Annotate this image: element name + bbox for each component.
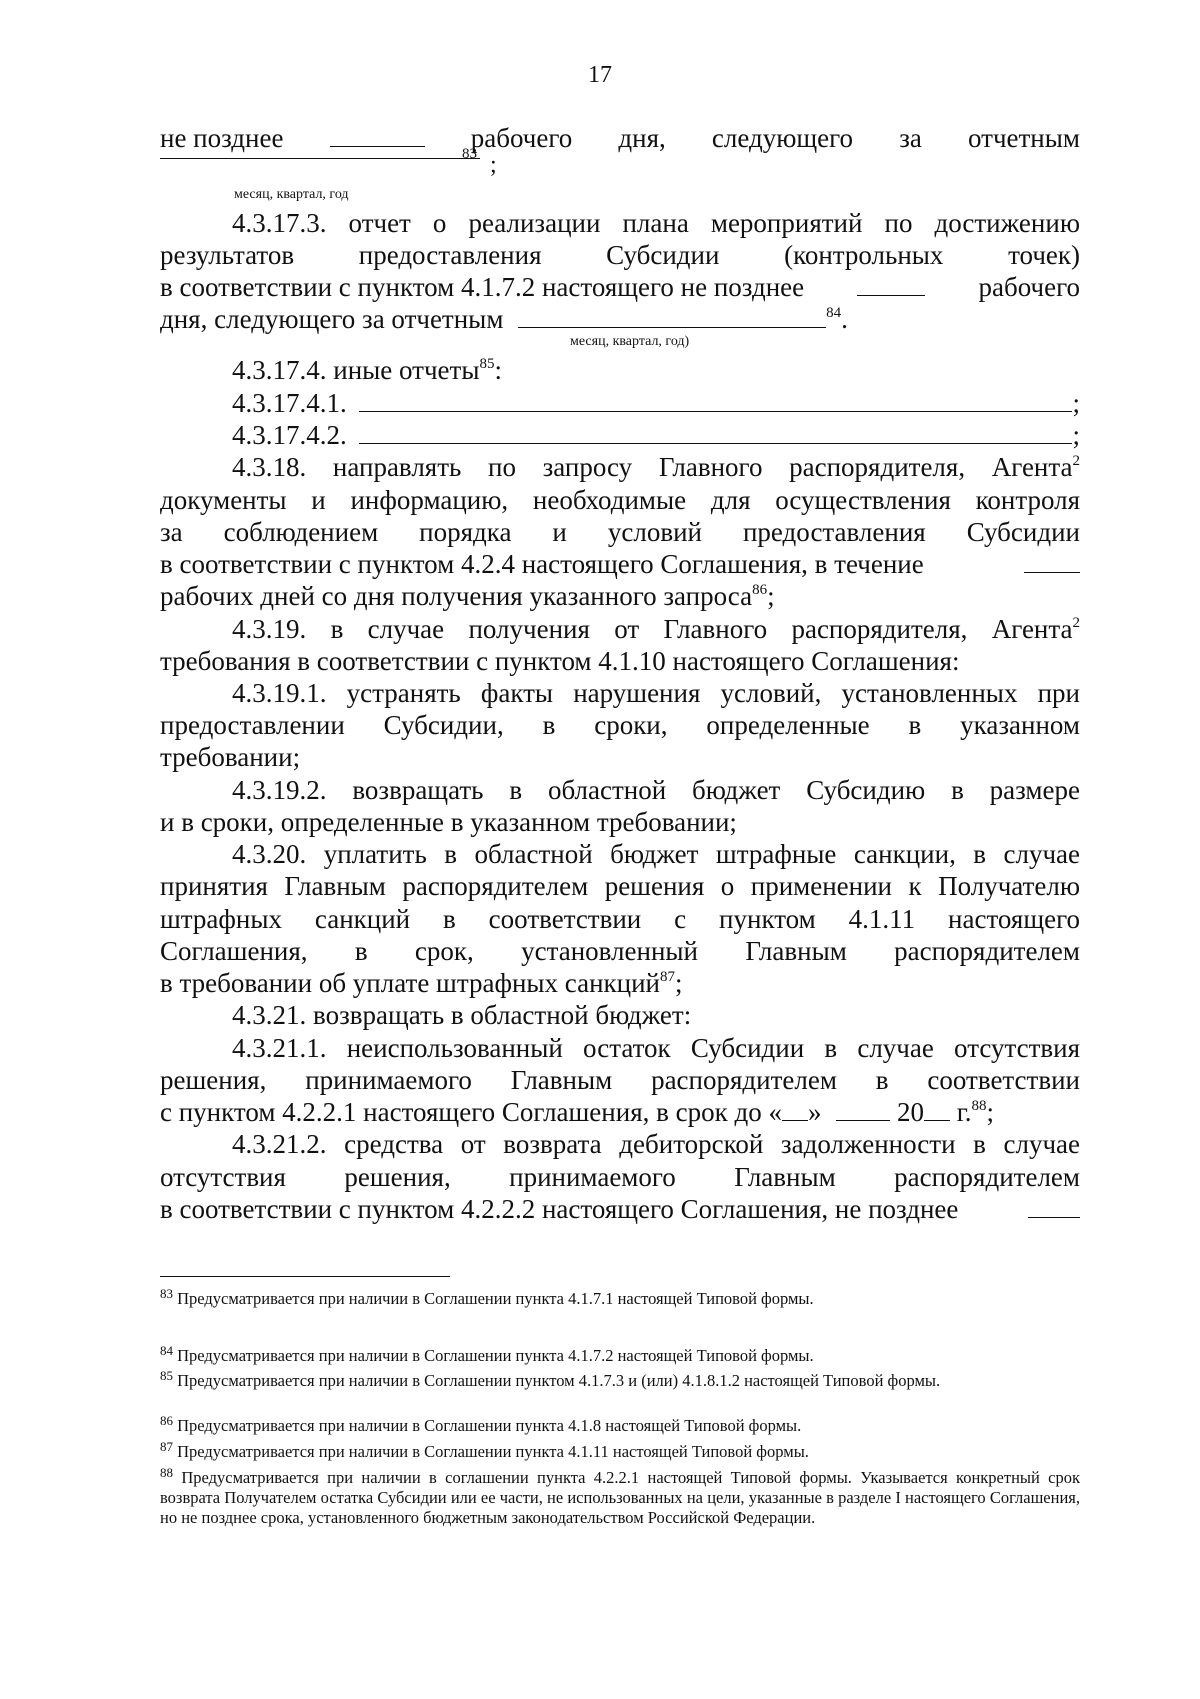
text-line: требования в соответствии с пунктом 4.1.10 настоящего Соглашения: — [160, 646, 960, 676]
text: ; — [1072, 420, 1080, 450]
footnote-number: 83 — [160, 1286, 173, 1301]
text-line — [160, 419, 1080, 451]
footnote-ref: 84 — [826, 305, 842, 321]
text-line — [160, 451, 1080, 483]
text-line — [160, 354, 1080, 386]
footnote — [160, 1286, 1080, 1309]
text-line: решения, принимаемого Главным распорядителем в соответствии — [160, 1065, 1080, 1095]
text: в соответствии с пунктом 4.2.4 настоящего Соглашения, в течение — [160, 549, 924, 579]
text-line: 4.3.21. возвращать в областной бюджет: — [232, 1000, 692, 1030]
footnote — [160, 1368, 1080, 1391]
text: отчетным — [968, 123, 1080, 153]
text: 4.3.17.4.1. — [232, 388, 347, 418]
footnote-ref: 88 — [971, 1098, 987, 1114]
footnote-ref: 83 — [462, 146, 477, 162]
blank-field — [836, 1096, 890, 1121]
blank-field — [1024, 548, 1080, 573]
footnote-ref: 85 — [479, 356, 495, 372]
text: рабочего — [978, 272, 1080, 302]
footnote — [160, 1465, 1081, 1528]
text-line: принятия Главным распорядителем решения о применении к Получателю — [160, 871, 1080, 901]
footnote-number: 84 — [160, 1343, 173, 1358]
text-line — [160, 303, 1080, 335]
footnote-ref: 2 — [1072, 615, 1080, 631]
text: 4.3.17.4. иные отчеты — [232, 355, 480, 385]
footnote-separator — [160, 1276, 450, 1277]
footnote-number: 86 — [160, 1413, 173, 1428]
text: за — [899, 123, 922, 153]
blank-field — [857, 271, 925, 296]
text: ; — [767, 581, 775, 611]
text: в соответствии с пунктом 4.1.7.2 настоящего не позднее — [160, 272, 805, 302]
text: рабочего — [470, 123, 573, 153]
footnote-text: Предусматривается при наличии в соглашении пункта 4.2.2.1 настоящей Типовой формы. Указывается конкретный срок возврата Получателем остатка Субсидии или ее части, не использованных на цели, указанные в разделе I настоящего Соглашения, но не позднее срока, установленного бюджетным законодательством Российской Федерации. — [160, 1468, 1081, 1527]
text: в соответствии с пунктом 4.2.2.2 настоящего Соглашения, не позднее — [160, 1194, 959, 1224]
blank-field — [160, 158, 480, 159]
text-line: отсутствия решения, принимаемого Главным распорядителем — [160, 1162, 1080, 1192]
text-line: штрафных санкций в соответствии с пунктом 4.1.11 настоящего — [160, 904, 1080, 934]
text-line: результатов предоставления Субсидии (контрольных точек) — [160, 240, 1080, 270]
text: ; — [986, 1097, 994, 1127]
text: следующего — [711, 123, 854, 153]
blank-field — [359, 419, 1073, 444]
text-line: требовании; — [160, 742, 301, 772]
text-line: 4.3.21.1. неиспользованный остаток Субсидии в случае отсутствия — [232, 1033, 1080, 1063]
footnote-number: 85 — [160, 1368, 173, 1383]
text: дня, следующего за отчетным — [160, 304, 504, 334]
text: . — [841, 304, 848, 334]
field-caption: месяц, квартал, год — [234, 187, 349, 202]
text-line — [160, 271, 1080, 303]
text-line — [160, 548, 1080, 580]
footnote-ref: 86 — [752, 582, 768, 598]
text-line: 4.3.19.2. возвращать в областной бюджет Субсидию в размере — [232, 775, 1080, 805]
text-line: документы и информацию, необходимые для осуществления контроля — [160, 485, 1080, 515]
text-line: 4.3.17.3. отчет о реализации плана мероприятий по достижению — [232, 208, 1080, 238]
text: в требовании об уплате штрафных санкций — [160, 968, 661, 998]
footnote — [160, 1439, 1080, 1462]
text-line: 4.3.20. уплатить в областной бюджет штрафные санкции, в случае — [232, 839, 1080, 869]
text-line: предоставлении Субсидии, в сроки, определенные в указанном — [160, 710, 1080, 740]
text: ; — [1072, 388, 1080, 418]
text-line: 4.3.21.2. средства от возврата дебиторской задолженности в случае — [232, 1129, 1080, 1159]
field-caption: месяц, квартал, год) — [570, 334, 690, 349]
footnote-number: 87 — [160, 1439, 173, 1454]
text: не позднее — [160, 123, 284, 153]
text: рабочих дней со дня получения указанного запроса — [160, 581, 753, 611]
blank-field — [518, 303, 826, 328]
text-line: за соблюдением порядка и условий предоставления Субсидии — [160, 517, 1080, 547]
footnote-text: Предусматривается при наличии в Соглашении пункта 4.1.11 настоящей Типовой формы. — [177, 1442, 809, 1461]
text: 4.3.18. направлять по запросу Главного распорядителя, Агента — [232, 452, 1073, 482]
text-line — [160, 613, 1080, 645]
footnote-text: Предусматривается при наличии в Соглашении пунктом 4.1.7.3 и (или) 4.1.8.1.2 настоящей Типовой формы. — [177, 1371, 941, 1390]
footnote-ref: 87 — [660, 969, 676, 985]
text: : — [494, 355, 502, 385]
text: дня, — [618, 123, 666, 153]
footnote-number: 88 — [160, 1465, 173, 1480]
footnote — [160, 1413, 1080, 1436]
text-line — [160, 967, 1080, 999]
text: » — [807, 1097, 822, 1127]
text: 4.3.19. в случае получения от Главного распорядителя, Агента — [232, 614, 1073, 644]
text-line — [160, 1096, 1080, 1128]
footnote — [160, 1343, 1080, 1366]
blank-field — [782, 1096, 808, 1121]
text-line — [160, 122, 1080, 154]
text-line — [160, 580, 1080, 612]
blank-field — [359, 387, 1073, 412]
text-line — [160, 387, 1080, 419]
text-line — [160, 1193, 1080, 1225]
blank-field — [924, 1096, 950, 1121]
text-line: 4.3.19.1. устранять факты нарушения условий, установленных при — [232, 678, 1080, 708]
text-line: и в сроки, определенные в указанном требовании; — [160, 807, 737, 837]
text: г. — [956, 1097, 972, 1127]
blank-field — [1028, 1193, 1080, 1218]
text-line: Соглашения, в срок, установленный Главным распорядителем — [160, 936, 1080, 966]
text: с пунктом 4.2.2.1 настоящего Соглашения, в срок до « — [160, 1097, 782, 1127]
page-number: 17 — [588, 62, 612, 88]
text: 20 — [896, 1097, 924, 1127]
text: 4.3.17.4.2. — [232, 420, 347, 450]
footnote-ref: 2 — [1072, 453, 1080, 469]
footnote-text: Предусматривается при наличии в Соглашении пункта 4.1.8 настоящей Типовой формы. — [177, 1416, 802, 1435]
text: ; — [490, 152, 497, 178]
blank-field — [330, 122, 425, 147]
footnote-text: Предусматривается при наличии в Соглашении пункта 4.1.7.2 настоящей Типовой формы. — [177, 1346, 814, 1365]
text: ; — [675, 968, 683, 998]
footnote-text: Предусматривается при наличии в Соглашении пункта 4.1.7.1 настоящей Типовой формы. — [177, 1289, 814, 1308]
